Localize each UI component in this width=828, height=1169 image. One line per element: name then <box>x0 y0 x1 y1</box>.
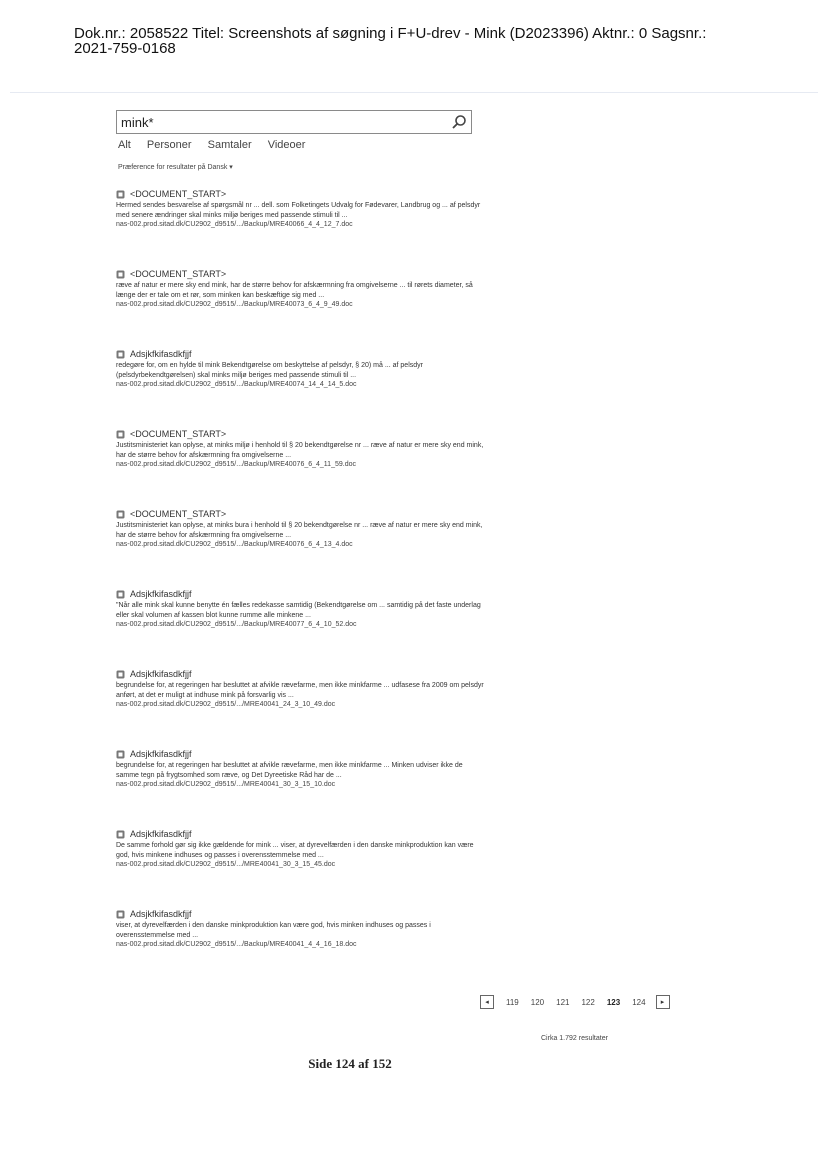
page-number: Side 124 af 152 <box>308 1056 392 1071</box>
document-icon <box>116 750 125 759</box>
result-title[interactable] <box>116 588 486 600</box>
search-box[interactable] <box>116 110 472 134</box>
result-snippet: begrundelse for, at regeringen har besluttet at afvikle rævefarme, men ikke minkfarme ... Minken udviser ikke de samme tegn på frygtsomhed som ræve, og Det Dyreetiske Råd har de ... <box>116 762 463 779</box>
document-icon <box>116 270 125 279</box>
page-link[interactable]: 120 <box>530 997 545 1007</box>
result-snippet: Justitsministeriet kan oplyse, at minks miljø i henhold til § 20 bekendtgørelse nr ... ræve af natur er mere sky end mink, har de større behov for afskærmning fra omgivelserne ... <box>116 442 484 459</box>
result-title-text[interactable]: <DOCUMENT_START> <box>130 269 227 279</box>
document-icon <box>116 830 125 839</box>
search-result <box>116 188 486 268</box>
tab-videos[interactable]: Videoer <box>267 139 306 151</box>
result-title-text[interactable]: Adsjkfkifasdkfjjf <box>130 349 192 359</box>
result-snippet: Hermed sendes besvarelse af spørgsmål nr ... dell. som Folketingets Udvalg for Fødevarer, Landbrug og ... af pelsdyr med senere ændringer skal minks miljø beriges med passende stimuli til ... <box>116 202 481 219</box>
result-title[interactable] <box>116 348 486 360</box>
result-snippet: De samme forhold gør sig ikke gældende for mink ... viser, at dyrevelfærden i den danske minkproduktion kan være god, hvis minkene indhuses og passes i overensstemmelse med ... <box>116 842 474 859</box>
result-url[interactable]: nas-002.prod.sitad.dk/CU2902_d9515/.../Backup/MRE40076_6_4_13_4.doc <box>116 541 353 548</box>
result-title-text[interactable]: <DOCUMENT_START> <box>130 429 227 439</box>
result-url[interactable]: nas-002.prod.sitad.dk/CU2902_d9515/.../Backup/MRE40041_4_4_16_18.doc <box>116 941 357 948</box>
result-url[interactable]: nas-002.prod.sitad.dk/CU2902_d9515/.../Backup/MRE40073_6_4_9_49.doc <box>116 301 353 308</box>
page-link[interactable]: 124 <box>632 997 646 1007</box>
filter-tabs <box>118 139 318 151</box>
result-title[interactable] <box>116 668 486 680</box>
search-result <box>116 348 486 428</box>
document-icon <box>116 430 125 439</box>
result-snippet: Justitsministeriet kan oplyse, at minks bura i henhold til § 20 bekendtgørelse nr ... ræve af natur er mere sky end mink, har de større behov for afskærmning fra omgivelserne ... <box>116 522 483 539</box>
language-preference[interactable]: Præference for resultater på Dansk ▾ <box>118 164 233 171</box>
result-snippet: redegøre for, om en hylde til mink Bekendtgørelse om beskyttelse af pelsdyr, § 20) må ... af pelsdyr (pelsdyrbekendtgørelsen) skal minks miljø beriges med passende stimuli til ... <box>116 362 423 379</box>
result-url[interactable]: nas-002.prod.sitad.dk/CU2902_d9515/.../Backup/MRE40077_6_4_10_52.doc <box>116 621 357 628</box>
search-result <box>116 908 486 988</box>
prev-page-button[interactable]: ◂ <box>480 995 494 1009</box>
tab-people[interactable]: Personer <box>146 139 192 151</box>
page-link[interactable]: 121 <box>556 997 570 1007</box>
result-snippet: ræve af natur er mere sky end mink, har de større behov for afskærmning fra omgivelserne ... til rørets diameter, så længe der er tale om et rør, som minken kan beskæftige sig med ... <box>116 282 473 299</box>
result-title-text[interactable]: <DOCUMENT_START> <box>130 189 227 199</box>
result-snippet: begrundelse for, at regeringen har besluttet at afvikle rævefarme, men ikke minkfarme ... udfasese fra 2009 om pelsdyr anført, at det er muligt at indhuse mink på forsvarlig vis ... <box>116 682 484 699</box>
result-url[interactable]: nas-002.prod.sitad.dk/CU2902_d9515/.../MRE40041_30_3_15_45.doc <box>116 861 336 868</box>
scan-divider <box>10 92 818 93</box>
result-title-text[interactable]: Adsjkfkifasdkfjjf <box>130 749 192 759</box>
result-title-text[interactable]: Adsjkfkifasdkfjjf <box>130 669 192 679</box>
result-title[interactable] <box>116 268 486 280</box>
result-title[interactable] <box>116 748 486 760</box>
document-icon <box>116 590 125 599</box>
document-header-line1: Dok.nr.: 2058522 Titel: Screenshots af søgning i F+U-drev - Mink (D2023396) Aktnr.: 0 Sagsnr.: <box>74 25 707 42</box>
search-icon[interactable] <box>451 114 467 130</box>
tab-all[interactable]: Alt <box>118 139 131 151</box>
result-title[interactable] <box>116 428 486 440</box>
search-result <box>116 428 486 508</box>
document-icon <box>116 510 125 519</box>
search-input[interactable] <box>121 113 441 131</box>
search-result <box>116 268 486 348</box>
result-url[interactable]: nas-002.prod.sitad.dk/CU2902_d9515/.../Backup/MRE40074_14_4_14_5.doc <box>116 381 357 388</box>
page-link-current[interactable]: 123 <box>606 997 621 1007</box>
result-title[interactable] <box>116 908 486 920</box>
document-icon <box>116 910 125 919</box>
search-result <box>116 508 486 588</box>
results-list <box>116 188 486 988</box>
result-count: Cirka 1.792 resultater <box>541 1035 608 1042</box>
result-url[interactable]: nas-002.prod.sitad.dk/CU2902_d9515/.../MRE40041_30_3_15_10.doc <box>116 781 336 788</box>
result-title-text[interactable]: Adsjkfkifasdkfjjf <box>130 909 192 919</box>
document-icon <box>116 670 125 679</box>
document-icon <box>116 350 125 359</box>
result-url[interactable]: nas-002.prod.sitad.dk/CU2902_d9515/.../MRE40041_24_3_10_49.doc <box>116 701 336 708</box>
document-icon <box>116 190 125 199</box>
search-result <box>116 588 486 668</box>
result-title[interactable] <box>116 188 486 200</box>
page-link[interactable]: 122 <box>581 997 595 1007</box>
result-title[interactable] <box>116 828 486 840</box>
next-page-button[interactable]: ▸ <box>656 995 670 1009</box>
result-snippet: "Når alle mink skal kunne benytte én fælles redekasse samtidig (Bekendtgørelse om ... samtidig på det faste underlag eller skal volumen af kassen blot kunne rumme alle minkene ... <box>116 602 481 619</box>
search-result <box>116 668 486 748</box>
result-snippet: viser, at dyrevelfærden i den danske minkproduktion kan være god, hvis minken indhuses og passes i overensstemmelse med ... <box>116 922 431 939</box>
result-url[interactable]: nas-002.prod.sitad.dk/CU2902_d9515/.../Backup/MRE40066_4_4_12_7.doc <box>116 221 353 228</box>
result-title-text[interactable]: <DOCUMENT_START> <box>130 509 227 519</box>
page-link[interactable]: 119 <box>506 997 519 1007</box>
search-result <box>116 748 486 828</box>
result-url[interactable]: nas-002.prod.sitad.dk/CU2902_d9515/.../Backup/MRE40076_6_4_11_59.doc <box>116 461 356 468</box>
tab-conversations[interactable]: Samtaler <box>207 139 252 151</box>
search-result <box>116 828 486 908</box>
pagination <box>480 993 670 1011</box>
document-header-line2: 2021-759-0168 <box>74 40 176 57</box>
result-title-text[interactable]: Adsjkfkifasdkfjjf <box>130 589 192 599</box>
result-title-text[interactable]: Adsjkfkifasdkfjjf <box>130 829 192 839</box>
document-header <box>74 26 794 56</box>
result-title[interactable] <box>116 508 486 520</box>
